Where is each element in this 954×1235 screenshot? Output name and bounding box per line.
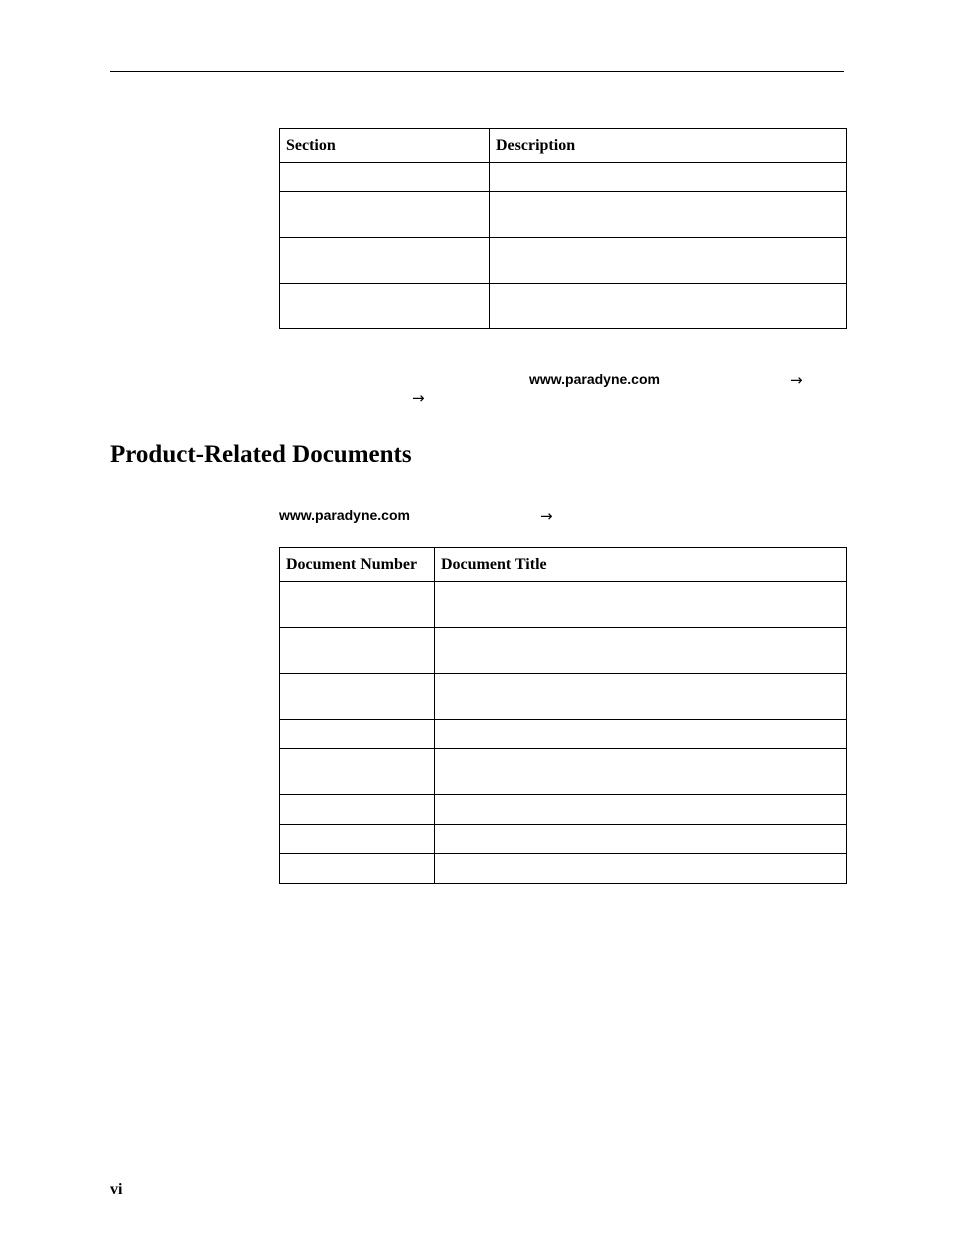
table-cell — [435, 749, 847, 795]
arrow-right-icon: → — [790, 371, 803, 389]
column-header-document-number: Document Number — [280, 548, 435, 582]
page-number: vi — [110, 1181, 123, 1198]
arrow-right-icon: → — [540, 507, 553, 525]
table-row — [280, 720, 847, 749]
table-cell — [280, 795, 435, 825]
paradyne-link[interactable]: www.paradyne.com — [529, 371, 660, 387]
column-header-description: Description — [490, 129, 847, 163]
table-cell — [280, 582, 435, 628]
table-cell — [435, 628, 847, 674]
table-row — [280, 749, 847, 795]
table-row — [280, 825, 847, 854]
table-row — [280, 238, 847, 284]
table-cell — [280, 720, 435, 749]
table-cell — [280, 628, 435, 674]
table-cell — [280, 238, 490, 284]
paradyne-link[interactable]: www.paradyne.com — [279, 507, 410, 523]
section-heading: Product-Related Documents — [110, 441, 412, 468]
table-cell — [490, 192, 847, 238]
sections-table — [279, 128, 847, 329]
column-header-section: Section — [280, 129, 490, 163]
table-cell — [435, 720, 847, 749]
table-row — [280, 582, 847, 628]
table-cell — [435, 582, 847, 628]
table-cell — [435, 674, 847, 720]
table-cell — [280, 825, 435, 854]
table-row — [280, 192, 847, 238]
documents-table — [279, 547, 847, 884]
table-cell — [280, 163, 490, 192]
table-header-row — [280, 548, 847, 582]
table-cell — [280, 749, 435, 795]
table-cell — [435, 825, 847, 854]
table-cell — [280, 674, 435, 720]
table-cell — [490, 284, 847, 329]
table-row — [280, 795, 847, 825]
table-cell — [435, 795, 847, 825]
table-cell — [490, 238, 847, 284]
column-header-document-title: Document Title — [435, 548, 847, 582]
table-row — [280, 284, 847, 329]
table-row — [280, 163, 847, 192]
table-row — [280, 854, 847, 884]
table-row — [280, 628, 847, 674]
table-cell — [435, 854, 847, 884]
header-rule — [110, 71, 844, 72]
table-cell — [490, 163, 847, 192]
table-cell — [280, 854, 435, 884]
table-cell — [280, 192, 490, 238]
table-cell — [280, 284, 490, 329]
arrow-right-icon: → — [412, 389, 425, 407]
table-header-row — [280, 129, 847, 163]
table-row — [280, 674, 847, 720]
